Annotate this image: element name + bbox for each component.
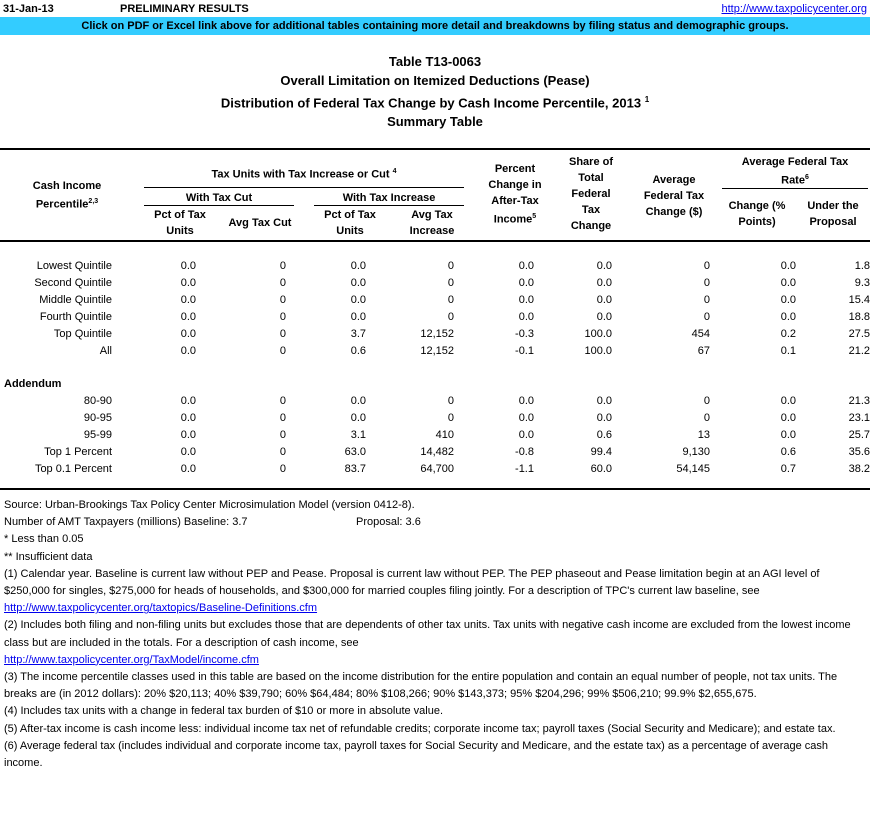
header-top-rule (0, 148, 870, 150)
note-4: (4) Includes tax units with a change in federal tax burden of $10 or more in absolute value. (4, 705, 444, 718)
note-5: (5) After-tax income is cash income less: individual income tax net of refundable credits; corporate income tax; payroll taxes (Social Security and Medicare); and estate tax. (4, 722, 836, 735)
header-change-points: Change (% Points) (728, 200, 786, 228)
cell-c8: 0.0 (780, 310, 796, 323)
cell-c8: 0.1 (780, 344, 796, 357)
row-label: Second Quintile (34, 276, 112, 289)
cell-c7: 67 (697, 344, 710, 357)
cell-c2: 0 (279, 293, 286, 306)
cell-c4: 12,152 (420, 344, 454, 357)
header-bottom-rule (0, 240, 870, 242)
table-row (0, 443, 870, 460)
header-pct-cut: Pct of Tax Units (154, 209, 206, 237)
table-bottom-rule (0, 488, 870, 490)
table-row (0, 426, 870, 443)
note-amt: Number of AMT Taxpayers (millions) Baseline: 3.7 Proposal: 3.6 (4, 516, 421, 529)
cell-c5: 0.0 (518, 411, 534, 424)
cell-c9: 27.5 (848, 327, 870, 340)
cell-c2: 0 (279, 445, 286, 458)
header-under-proposal: Under the Proposal (807, 200, 859, 228)
cell-c5: -0.8 (515, 445, 534, 458)
cell-c1: 0.0 (180, 276, 196, 289)
cell-c2: 0 (279, 394, 286, 407)
cell-c7: 9,130 (682, 445, 710, 458)
table-subject: Overall Limitation on Itemized Deductions (Pease) (280, 73, 590, 88)
header-group-rule (144, 187, 464, 188)
cell-c3: 0.6 (350, 344, 366, 357)
tpc-site-link[interactable]: http://www.taxpolicycenter.org (721, 3, 867, 15)
cell-c7: 0 (703, 411, 710, 424)
cell-c1: 0.0 (180, 259, 196, 272)
cell-c8: 0.0 (780, 428, 796, 441)
header-pct-change: Percent Change in After-Tax Income$^5$ (488, 163, 542, 226)
table-number: Table T13-0063 (388, 54, 482, 69)
table-kind: Summary Table (387, 114, 483, 130)
cell-c8: 0.2 (780, 327, 796, 340)
note-2: (2) Includes both filing and non-filing units but excludes those that are dependents of other tax units. Tax units with negative cash income are excluded from the lowest income class but are included in the totals. For a description of cash income, see (4, 619, 851, 649)
note-6: (6) Average federal tax (includes individual and corporate income tax, payroll taxes for Social Security and Medicare, and the estate tax) as a percentage of average cash income. (4, 739, 829, 770)
cell-c3: 83.7 (344, 462, 366, 475)
cell-c3: 0.0 (350, 276, 366, 289)
table-row (0, 291, 870, 308)
cell-c7: 54,145 (676, 462, 710, 475)
info-banner: Click on PDF or Excel link above for additional tables containing more detail and breakdowns by filing status and demographic groups. (0, 17, 870, 35)
cell-c9: 15.4 (848, 293, 870, 306)
header-share: Share of Total Federal Tax Change (568, 156, 613, 232)
cell-c6: 100.0 (584, 327, 612, 340)
cell-c4: 0 (447, 310, 454, 323)
row-label: Fourth Quintile (39, 310, 112, 323)
cell-c5: 0.0 (518, 310, 534, 323)
cell-c2: 0 (279, 276, 286, 289)
cell-c3: 0.0 (350, 310, 366, 323)
cell-c2: 0 (279, 428, 286, 441)
header-with-cut: With Tax Cut (185, 192, 253, 204)
cell-c4: 14,482 (420, 445, 454, 458)
distribution-table (0, 257, 870, 477)
cell-c7: 0 (703, 310, 710, 323)
cell-c3: 3.1 (350, 428, 366, 441)
cell-c5: 0.0 (518, 259, 534, 272)
cell-c2: 0 (279, 327, 286, 340)
header-avg-cut: Avg Tax Cut (228, 217, 292, 229)
notes (4, 497, 866, 772)
cell-c8: 0.0 (780, 411, 796, 424)
cell-c1: 0.0 (180, 293, 196, 306)
header-with-increase: With Tax Increase (342, 192, 436, 204)
cell-c4: 0 (447, 276, 454, 289)
row-label: 95-99 (83, 428, 112, 441)
table-row (0, 308, 870, 325)
header-cut-rule (144, 205, 294, 206)
cell-c4: 0 (447, 293, 454, 306)
row-label: Top Quintile (53, 327, 112, 340)
cell-c2: 0 (279, 462, 286, 475)
table-title (0, 52, 870, 131)
cell-c2: 0 (279, 259, 286, 272)
cell-c6: 99.4 (590, 445, 612, 458)
header-tax-units-group: Tax Units with Tax Increase or Cut $^4$ (211, 168, 397, 181)
header-rate-rule (722, 188, 868, 189)
addendum-label: Addendum (4, 377, 62, 390)
cell-c6: 0.0 (596, 310, 612, 323)
status-label: PRELIMINARY RESULTS (120, 3, 249, 15)
cell-c9: 35.6 (848, 445, 870, 458)
cell-c2: 0 (279, 344, 286, 357)
cell-c6: 0.6 (596, 428, 612, 441)
cell-c7: 0 (703, 394, 710, 407)
cell-c1: 0.0 (180, 462, 196, 475)
cell-c8: 0.6 (780, 445, 796, 458)
cell-c7: 0 (703, 259, 710, 272)
cell-c4: 410 (435, 428, 454, 441)
table-description: Distribution of Federal Tax Change by Cash Income Percentile, 2013 $^1$ (220, 95, 650, 111)
cell-c1: 0.0 (180, 327, 196, 340)
note-insufficient: ** Insufficient data (4, 550, 93, 563)
cell-c9: 9.3 (854, 276, 870, 289)
cell-c1: 0.0 (180, 445, 196, 458)
cell-c5: -0.3 (515, 327, 534, 340)
cell-c1: 0.0 (180, 411, 196, 424)
row-label: Top 0.1 Percent (34, 462, 112, 475)
cell-c5: 0.0 (518, 276, 534, 289)
row-label: Lowest Quintile (36, 259, 112, 272)
cell-c3: 0.0 (350, 411, 366, 424)
cell-c1: 0.0 (180, 344, 196, 357)
cell-c9: 1.8 (854, 259, 870, 272)
cell-c8: 0.7 (780, 462, 796, 475)
table-row (0, 274, 870, 291)
note-1: (1) Calendar year. Baseline is current law without PEP and Pease. Proposal is current law without PEP. The PEP phaseout and Pease limitation begin at an AGI level of $250,000 for singles, $275,000 for heads of households, and $300,000 for married couples filing jointly. For a description of TPC's current law baseline, see (4, 567, 820, 598)
table-row (0, 325, 870, 342)
cell-c3: 3.7 (350, 327, 366, 340)
cell-c1: 0.0 (180, 428, 196, 441)
cell-c8: 0.0 (780, 259, 796, 272)
cell-c4: 0 (447, 411, 454, 424)
cell-c2: 0 (279, 411, 286, 424)
cell-c9: 21.3 (848, 394, 870, 407)
cell-c5: 0.0 (518, 293, 534, 306)
row-label: All (99, 344, 112, 357)
report-date: 31-Jan-13 (3, 3, 54, 15)
cell-c6: 0.0 (596, 394, 612, 407)
header-pct-increase: Pct of Tax Units (324, 209, 376, 237)
cell-c9: 21.2 (848, 344, 870, 357)
note-source: Source: Urban-Brookings Tax Policy Center Microsimulation Model (version 0412-8). (4, 499, 415, 511)
cell-c5: -1.1 (515, 462, 534, 475)
cell-c3: 0.0 (350, 259, 366, 272)
cell-c8: 0.0 (780, 276, 796, 289)
cell-c6: 0.0 (596, 259, 612, 272)
header-cash-income: Cash Income Percentile$^{2,3}$ (32, 180, 102, 211)
cell-c6: 0.0 (596, 411, 612, 424)
table-row (0, 342, 870, 359)
row-label: 90-95 (83, 411, 112, 424)
cell-c9: 25.7 (848, 428, 870, 441)
cell-c5: 0.0 (518, 394, 534, 407)
row-label: Top 1 Percent (44, 445, 112, 458)
table-row (0, 409, 870, 426)
header-avg-fed: Average Federal Tax Change ($) (643, 174, 705, 218)
cell-c4: 64,700 (420, 462, 454, 475)
cell-c3: 0.0 (350, 293, 366, 306)
top-bar (0, 0, 870, 17)
cell-c7: 13 (697, 428, 710, 441)
row-label: 80-90 (83, 394, 112, 407)
cell-c4: 0 (447, 259, 454, 272)
cell-c4: 12,152 (420, 327, 454, 340)
cell-c7: 0 (703, 276, 710, 289)
cell-c4: 0 (447, 394, 454, 407)
cell-c2: 0 (279, 310, 286, 323)
cell-c6: 100.0 (584, 344, 612, 357)
cell-c3: 0.0 (350, 394, 366, 407)
income-link[interactable]: http://www.taxpolicycenter.org/TaxModel/income.cfm (4, 653, 259, 666)
note-less-than: * Less than 0.05 (4, 533, 84, 546)
table-row (0, 392, 870, 409)
row-label: Middle Quintile (39, 293, 112, 306)
cell-c7: 0 (703, 293, 710, 306)
cell-c9: 23.1 (848, 411, 870, 424)
cell-c8: 0.0 (780, 293, 796, 306)
cell-c6: 0.0 (596, 293, 612, 306)
cell-c3: 63.0 (344, 445, 366, 458)
header-avg-increase: Avg Tax Increase (409, 209, 455, 237)
cell-c6: 0.0 (596, 276, 612, 289)
table-row (0, 460, 870, 477)
cell-c7: 454 (691, 327, 710, 340)
cell-c6: 60.0 (590, 462, 612, 475)
cell-c1: 0.0 (180, 310, 196, 323)
header-increase-rule (314, 205, 464, 206)
cell-c9: 38.2 (848, 462, 870, 475)
cell-c1: 0.0 (180, 394, 196, 407)
cell-c5: 0.0 (518, 428, 534, 441)
table-row (0, 257, 870, 274)
cell-c8: 0.0 (780, 394, 796, 407)
cell-c5: -0.1 (515, 344, 534, 357)
baseline-link[interactable]: http://www.taxpolicycenter.org/taxtopics/Baseline-Definitions.cfm (4, 602, 318, 615)
note-3: (3) The income percentile classes used in this table are based on the income distribution for the entire population and contain an equal number of people, not tax units. The breaks are (in 2012 dollars): 20% $20,113; 40% $39,790; 60% $64,484; 80% $108,266; 90% $143,373; 95% $204,296; 99% $506,210; 99.9% $2,655,675. (4, 671, 838, 701)
cell-c9: 18.8 (848, 310, 870, 323)
header-rate-group: Average Federal Tax Rate$^6$ (741, 156, 849, 187)
